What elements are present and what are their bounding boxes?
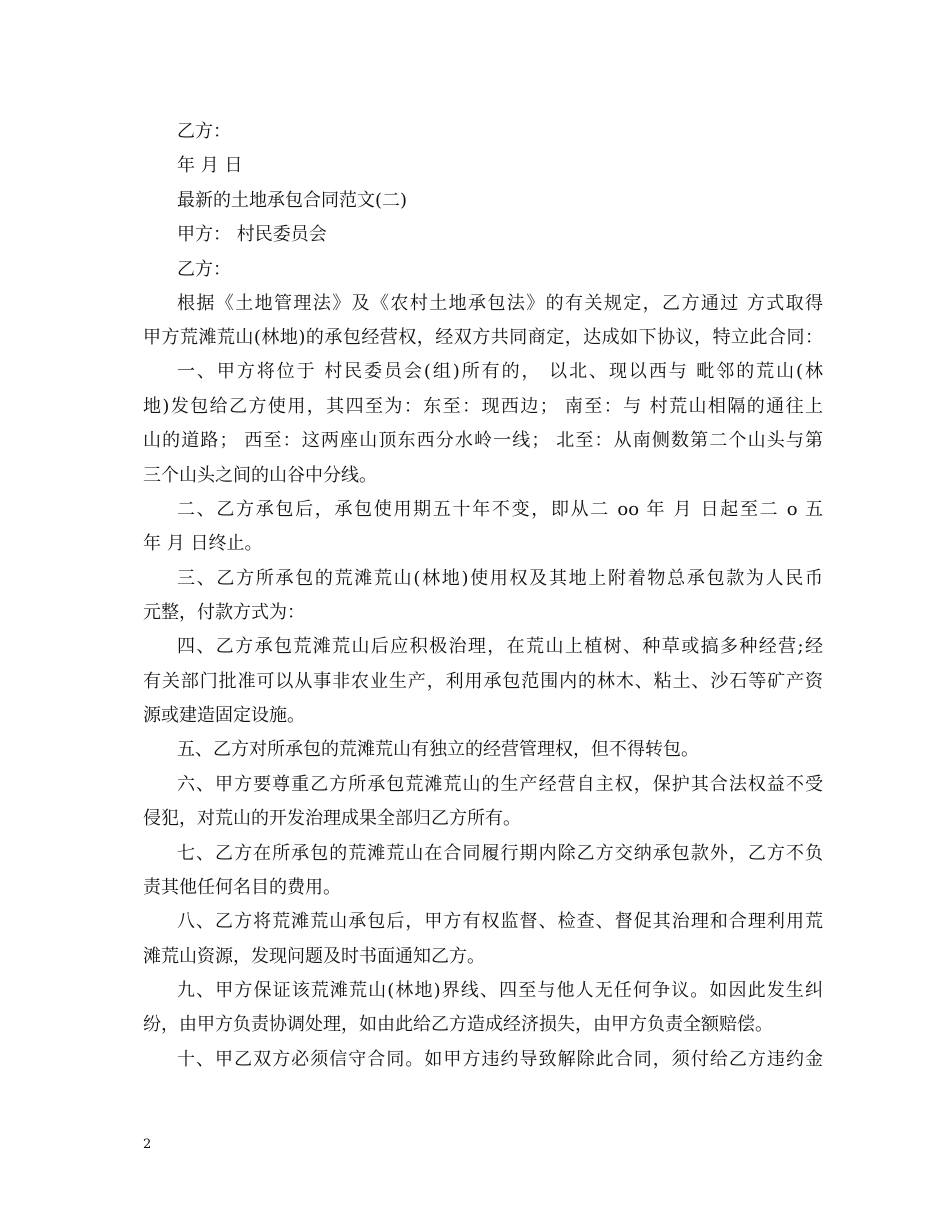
party-a-line: 甲方： 村民委员会 [177,224,327,245]
clause-4-line-1: 四、乙方承包荒滩荒山后应积极治理，在荒山上植树、种草或搞多种经营;经 [177,636,823,657]
clause-4-line-2: 有关部门批准可以从事非农业生产，利用承包范围内的林木、粘土、沙石等矿产资 [143,671,823,692]
clause-1-line-2: 地)发包给乙方使用，其四至为：东至：现西边； 南至：与 村荒山相隔的通往上 [143,396,823,417]
clause-6-line-1: 六、甲方要尊重乙方所承包荒滩荒山的生产经营自主权，保护其合法权益不受 [177,774,823,795]
clause-3-line-1: 三、乙方所承包的荒滩荒山(林地)使用权及其地上附着物总承包款为人民币 [177,568,823,589]
preamble-line-1: 根据《土地管理法》及《农村土地承包法》的有关规定，乙方通过 方式取得 [177,293,823,314]
clause-7-line-2: 责其他任何名目的费用。 [143,877,341,898]
party-b-signature-label: 乙方： [177,121,231,142]
clause-1-line-4: 三个山头之间的山谷中分线。 [143,465,377,486]
clause-2-line-1: 二、乙方承包后，承包使用期五十年不变，即从二 oo 年 月 日起至二 o 五 [177,499,823,520]
clause-10-line-1: 十、甲乙双方必须信守合同。如甲方违约导致解除此合同，须付给乙方违约金 [177,1049,823,1070]
signature-date: 年 月 日 [177,155,243,176]
clause-7-line-1: 七、乙方在所承包的荒滩荒山在合同履行期内除乙方交纳承包款外，乙方不负 [177,843,823,864]
clause-2-line-2: 年 月 日终止。 [143,533,263,554]
clause-9-line-1: 九、甲方保证该荒滩荒山(林地)界线、四至与他人无任何争议。如因此发生纠 [177,980,823,1001]
preamble-line-2: 甲方荒滩荒山(林地)的承包经营权，经双方共同商定，达成如下协议，特立此合同： [143,327,823,348]
clause-8-line-2: 滩荒山资源，发现问题及时书面通知乙方。 [143,946,485,967]
clause-1-line-3: 山的道路； 西至：这两座山顶东西分水岭一线； 北至：从南侧数第二个山头与第 [143,430,823,451]
clause-9-line-2: 纷，由甲方负责协调处理，如由此给乙方造成经济损失，由甲方负责全额赔偿。 [143,1014,773,1035]
clause-6-line-2: 侵犯，对荒山的开发治理成果全部归乙方所有。 [143,808,521,829]
contract-title: 最新的土地承包合同范文(二) [177,190,408,211]
clause-1-line-1: 一、甲方将位于 村民委员会(组)所有的， 以北、现以西与 毗邻的荒山(林 [177,361,823,382]
clause-3-line-2: 元整，付款方式为： [143,602,305,623]
clause-4-line-3: 源或建造固定设施。 [143,705,305,726]
clause-5: 五、乙方对所承包的荒滩荒山有独立的经营管理权，但不得转包。 [177,739,699,760]
clause-8-line-1: 八、乙方将荒滩荒山承包后，甲方有权监督、检查、督促其治理和合理利用荒 [177,911,823,932]
party-b-line: 乙方： [177,259,231,280]
page-number: 2 [143,1137,152,1152]
